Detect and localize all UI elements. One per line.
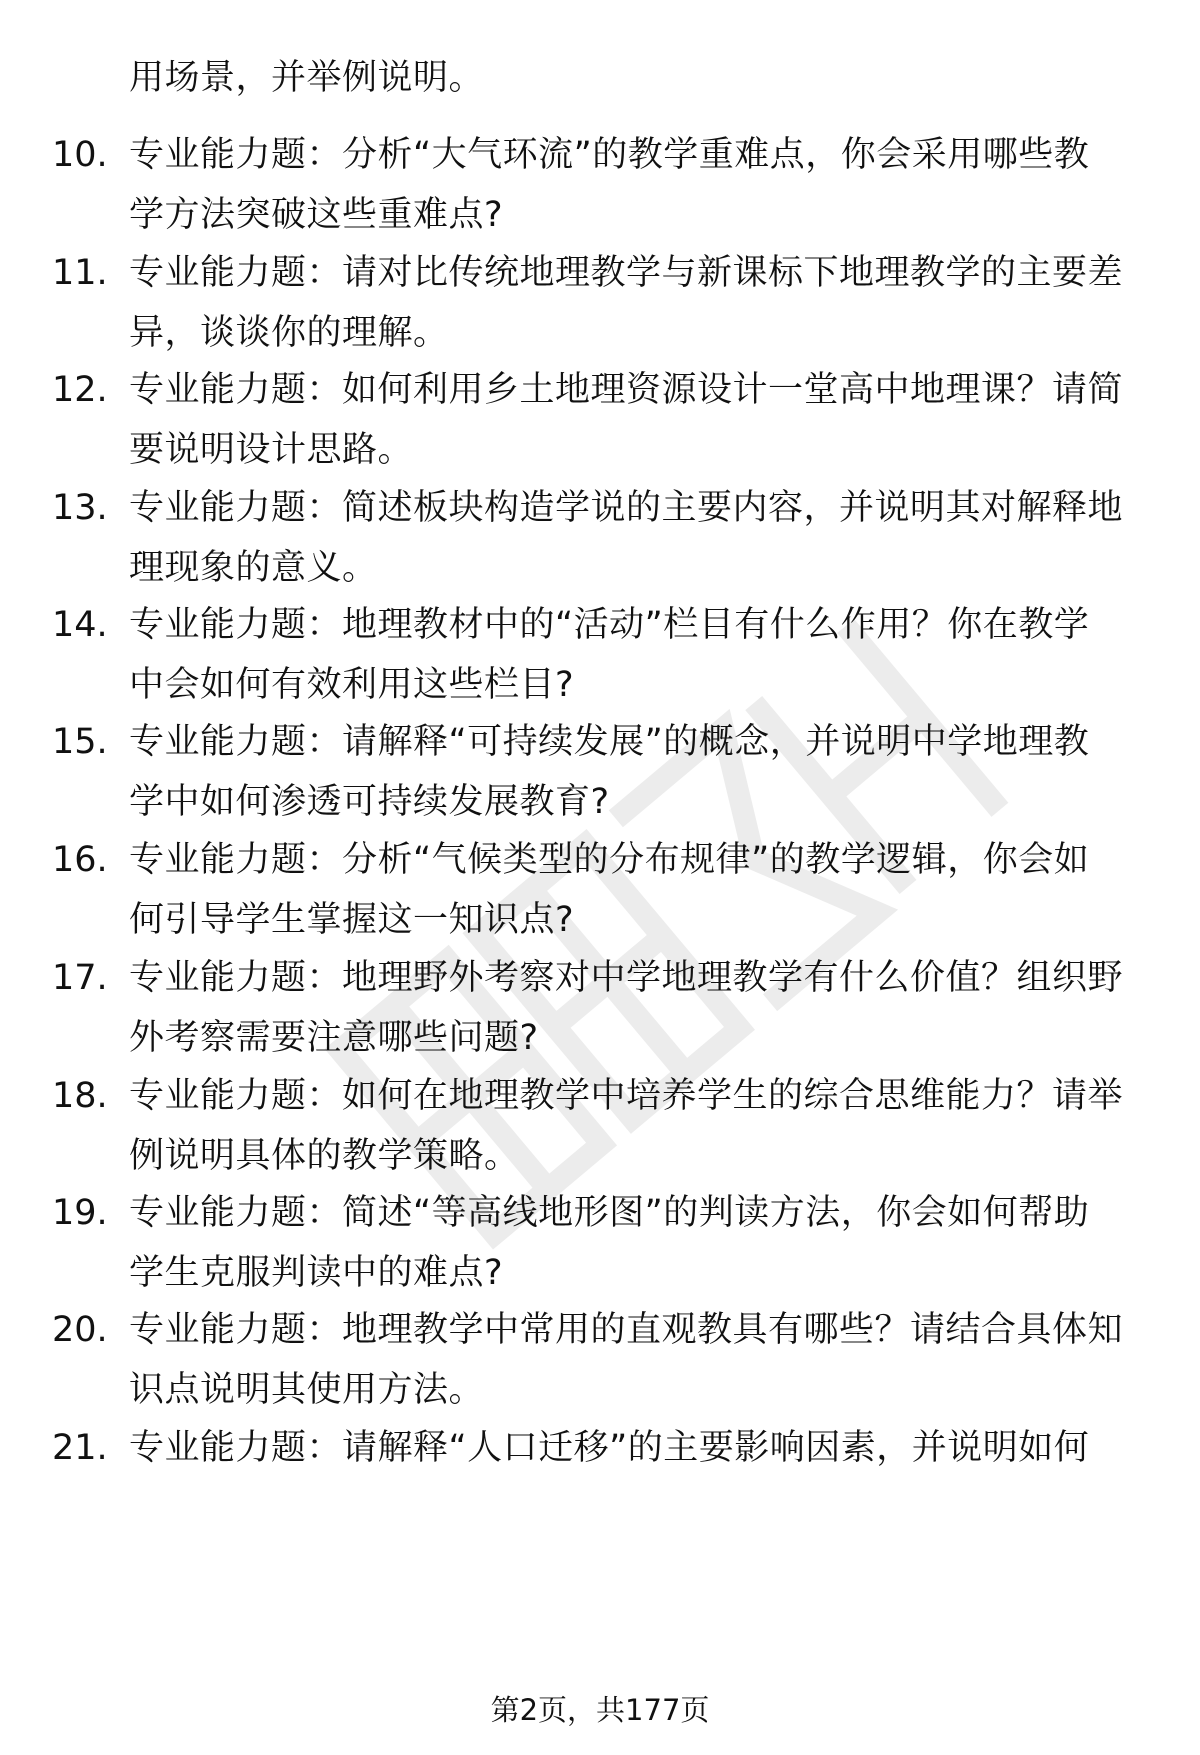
question-text-line: 专业能力题：分析“大气环流”的教学重难点，你会采用哪些教 bbox=[129, 135, 1090, 175]
question-text-line: 专业能力题：请解释“人口迁移”的主要影响因素，并说明如何 bbox=[129, 1428, 1090, 1468]
page-number-footer: 第2页，共177页 bbox=[490, 1693, 710, 1727]
question-text bbox=[129, 1300, 1139, 1420]
question-text-line: 何引导学生掌握这一知识点? bbox=[129, 900, 575, 940]
question-text-line: 用场景，并举例说明。 bbox=[129, 58, 485, 98]
question-text bbox=[129, 948, 1139, 1068]
question-text bbox=[129, 1418, 1139, 1478]
question-text bbox=[129, 478, 1139, 598]
question-text-line: 专业能力题：地理教学中常用的直观教具有哪些？请结合具体知 bbox=[129, 1310, 1124, 1350]
question-text-line: 外考察需要注意哪些问题? bbox=[129, 1018, 539, 1058]
question-text bbox=[129, 243, 1139, 363]
question-number: 16. bbox=[52, 840, 108, 880]
question-text-line: 专业能力题：简述“等高线地形图”的判读方法，你会如何帮助 bbox=[129, 1193, 1090, 1233]
question-text bbox=[129, 125, 1139, 245]
question-text bbox=[129, 48, 1139, 108]
question-text bbox=[129, 712, 1139, 832]
question-text-line: 专业能力题：分析“气候类型的分布规律”的教学逻辑，你会如 bbox=[129, 840, 1090, 880]
question-number: 11. bbox=[52, 253, 108, 293]
question-text bbox=[129, 360, 1139, 480]
question-number: 21. bbox=[52, 1428, 108, 1468]
question-text-line: 专业能力题：地理野外考察对中学地理教学有什么价值？组织野 bbox=[129, 958, 1124, 998]
question-number: 20. bbox=[52, 1310, 108, 1350]
question-text-line: 专业能力题：请解释“可持续发展”的概念，并说明中学地理教 bbox=[129, 722, 1090, 762]
question-text bbox=[129, 830, 1139, 950]
question-text-line: 理现象的意义。 bbox=[129, 548, 378, 588]
question-text bbox=[129, 1066, 1139, 1186]
question-number: 14. bbox=[52, 605, 108, 645]
question-text-line: 专业能力题：如何在地理教学中培养学生的综合思维能力？请举 bbox=[129, 1076, 1124, 1116]
question-text-line: 要说明设计思路。 bbox=[129, 430, 414, 470]
question-text-line: 例说明具体的教学策略。 bbox=[129, 1136, 520, 1176]
question-text bbox=[129, 1183, 1139, 1303]
question-text-line: 专业能力题：简述板块构造学说的主要内容，并说明其对解释地 bbox=[129, 488, 1124, 528]
question-number: 15. bbox=[52, 722, 108, 762]
question-number: 12. bbox=[52, 370, 108, 410]
question-text-line: 专业能力题：请对比传统地理教学与新课标下地理教学的主要差 bbox=[129, 253, 1124, 293]
question-text-line: 异，谈谈你的理解。 bbox=[129, 313, 449, 353]
question-text bbox=[129, 595, 1139, 715]
question-text-line: 学方法突破这些重难点? bbox=[129, 195, 504, 235]
question-text-line: 中会如何有效利用这些栏目? bbox=[129, 665, 575, 705]
question-text-line: 专业能力题：如何利用乡土地理资源设计一堂高中地理课？请简 bbox=[129, 370, 1124, 410]
question-text-line: 识点说明其使用方法。 bbox=[129, 1370, 485, 1410]
question-text-line: 学生克服判读中的难点? bbox=[129, 1253, 504, 1293]
question-text-line: 专业能力题：地理教材中的“活动”栏目有什么作用？你在教学 bbox=[129, 605, 1090, 645]
question-number: 18. bbox=[52, 1076, 108, 1116]
question-number: 17. bbox=[52, 958, 108, 998]
question-number: 10. bbox=[52, 135, 108, 175]
question-number: 13. bbox=[52, 488, 108, 528]
question-number: 19. bbox=[52, 1193, 108, 1233]
question-text-line: 学中如何渗透可持续发展教育? bbox=[129, 782, 610, 822]
